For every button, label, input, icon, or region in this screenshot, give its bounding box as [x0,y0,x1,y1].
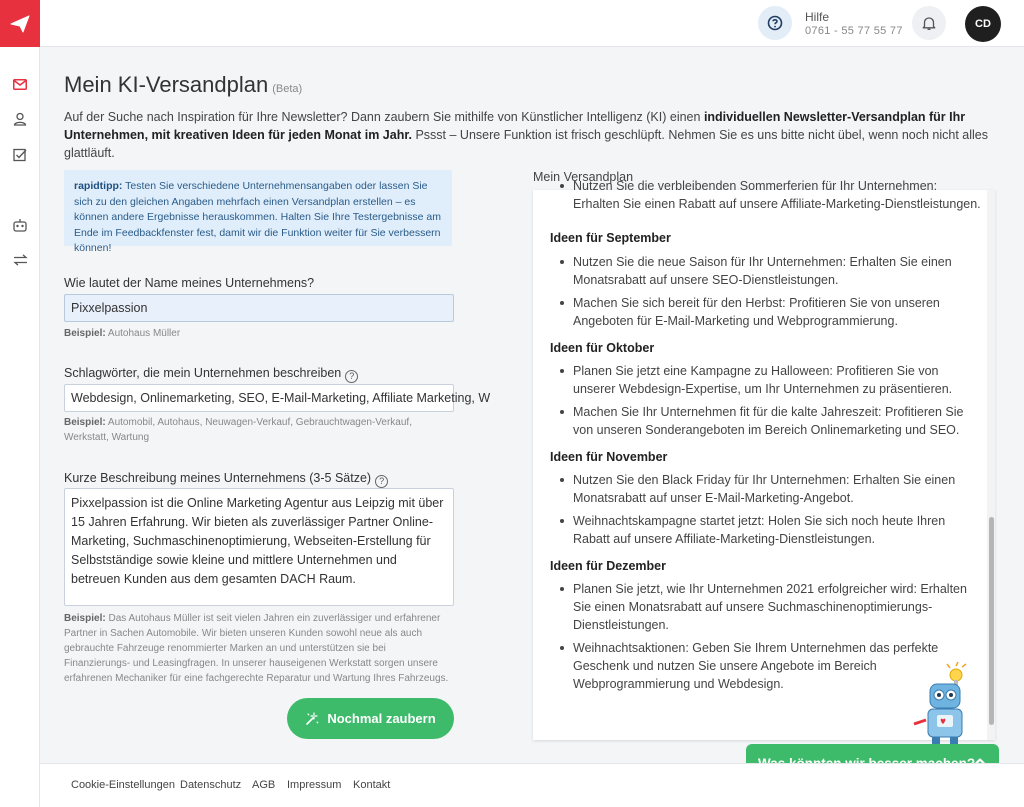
regenerate-button[interactable] [287,698,454,739]
plan-idea: Nutzen Sie den Black Friday für Ihr Unternehmen: Erhalten Sie einen Monatsrabatt auf unser E-Mail-Marketing-Angebot. [573,471,983,507]
notifications-button[interactable] [912,6,946,40]
sidebar [0,0,40,807]
robot-mascot [910,662,972,748]
plan-label: Mein Versandplan [533,170,634,184]
help-button[interactable] [758,6,792,40]
beta-badge: (Beta) [272,83,303,95]
intro-text [64,108,1004,162]
mail-icon[interactable] [11,75,29,93]
intro-tail: Pssst – Unsere Funktion ist frisch geschlüpft. Nehmen Sie es uns bitte nicht übel, wenn noch nicht alles glattläuft. [64,128,988,160]
intro-bold: individuellen Newsletter-Versandplan für Ihr Unternehmen, mit kreativen Ideen für jeden Monat im Jahr. [64,110,966,142]
description-hint-text: Das Autohaus Müller ist seit vielen Jahren ein zuverlässiger und erfahrener Partner in Sachen Automobile. Wir bieten unseren Kunden sowohl neue als auch gebrauchte Fahrzeuge renommierter Marken an und unterstützen sie bei Finanzierungs- und Leasingfragen. In unserer hauseigenen Werkstatt sorgen unsere erfahrenen Mechaniker für eine fachgerechte Reparatur und Wartung Ihres Fahrzeugs. [64,613,449,684]
regenerate-button-label: Nochmal zaubern [327,711,436,726]
month-heading: Ideen für November [550,450,668,464]
company-name-hint-text: Autohaus Müller [105,328,181,339]
plan-idea: Planen Sie jetzt eine Kampagne zu Halloween: Profitieren Sie von unserer Webdesign-Expertise, um Ihr Unternehmen zu präsentieren. [573,362,983,398]
footer-link-cookies[interactable]: Cookie-Einstellungen [71,779,175,791]
footer [40,763,1024,807]
description-label [64,471,388,488]
plan-idea: Weihnachtskampagne startet jetzt: Holen Sie sich noch heute Ihren Rabatt auf unsere Affiliate-Marketing-Dienstleistungen. [573,512,983,548]
plan-panel[interactable] [533,179,995,740]
keywords-input[interactable]: Webdesign, Onlinemarketing, SEO, E-Mail-Marketing, Affiliate Marketing, W [64,384,454,412]
tip-box [64,170,452,254]
help-label: Hilfe [805,10,830,24]
topbar [40,0,1024,47]
keywords-hint-text: Automobil, Autohaus, Neuwagen-Verkauf, Gebrauchtwagen-Verkauf, Werkstatt, Wartung [64,417,412,443]
tip-prefix: rapidtipp: [74,180,123,192]
tip-text: Testen Sie verschiedene Unternehmensangaben oder lassen Sie sich zu den gleichen Angaben mehrfach einen Versandplan erstellen – es können andere Ergebnisse herauskommen. Halten Sie Ihre Testergebnisse am Ende im Feedbackfenster fest, damit wir die Funktion weiter für Sie verbessern können! [74,180,441,254]
help-phone[interactable]: 0761 - 55 77 55 77 [805,25,903,37]
keywords-label [64,366,358,383]
company-name-input[interactable]: Pixxelpassion [64,294,454,322]
company-name-label: Wie lautet der Name meines Unternehmens? [64,276,315,290]
plan-idea: Machen Sie sich bereit für den Herbst: Profitieren Sie von unseren Angeboten für E-Mail-Marketing und Webprogrammierung. [573,294,983,330]
description-textarea[interactable]: Pixxelpassion ist die Online Marketing Agentur aus Leipzig mit über 15 Jahren Erfahrung. Wir bieten als zuverlässiger Partner Online-Marketing, Suchmaschinenoptimierung, Webseiten-Erstellung für Selbstständige sowie kleine und mittlere Unternehmen und betreuen Kunden aus dem gesamten DACH Raum. [64,488,454,606]
user-icon[interactable] [11,110,29,128]
swap-icon[interactable] [11,251,29,269]
description-hint [64,611,454,686]
plan-idea: Weihnachtsaktionen: Geben Sie Ihrem Unternehmen das perfekte Geschenk und nutzen Sie unsere Angebote im Bereich Webprogrammierung und Webdesign. [573,639,983,693]
intro-plain: Auf der Suche nach Inspiration für Ihre Newsletter? Dann zaubern Sie mithilfe von Künstlicher Intelligenz (KI) einen [64,110,704,124]
plan-idea: Machen Sie Ihr Unternehmen fit für die kalte Jahreszeit: Profitieren Sie von unseren Sonderangeboten im Bereich Onlinemarketing und SEO. [573,403,983,439]
avatar[interactable]: CD [965,6,1001,42]
page-title [64,72,302,98]
magic-wand-icon [305,712,319,726]
robot-icon[interactable] [11,216,29,234]
plan-scrollbar[interactable] [987,190,995,740]
plan-idea: Nutzen Sie die verbleibenden Sommerferien für Ihr Unternehmen: Erhalten Sie einen Rabatt auf unsere Affiliate-Marketing-Dienstleistungen. [573,177,983,213]
plan-idea: Planen Sie jetzt, wie Ihr Unternehmen 2021 erfolgreicher wird: Erhalten Sie einen Monatsrabatt auf unsere Suchmaschinenoptimierungs-Dienstleistungen. [573,580,983,634]
month-heading: Ideen für Oktober [550,341,655,355]
paper-plane-icon [10,15,30,33]
logo[interactable] [0,0,40,47]
plan-scrollbar-thumb[interactable] [989,517,994,725]
footer-link-contact[interactable]: Kontakt [353,779,391,791]
keywords-help-icon[interactable]: ? [345,370,358,383]
keywords-hint-prefix: Beispiel: [64,417,106,428]
keywords-hint [64,415,454,445]
footer-link-imprint[interactable]: Impressum [287,779,342,791]
bell-icon [921,15,937,31]
footer-link-terms[interactable]: AGB [252,779,276,791]
month-heading: Ideen für Dezember [550,559,667,573]
checkbox-icon[interactable] [11,146,29,164]
footer-link-privacy[interactable]: Datenschutz [180,779,242,791]
company-name-hint [64,326,454,341]
month-heading: Ideen für September [550,231,671,245]
description-help-icon[interactable]: ? [375,475,388,488]
description-hint-prefix: Beispiel: [64,613,106,624]
keywords-label-text: Schlagwörter, die mein Unternehmen beschreiben [64,366,342,380]
description-label-text: Kurze Beschreibung meines Unternehmens (3-5 Sätze) [64,471,372,485]
page-title-text: Mein KI-Versandplan [64,72,269,97]
question-icon [767,15,783,31]
company-name-hint-prefix: Beispiel: [64,328,106,339]
plan-idea: Nutzen Sie die neue Saison für Ihr Unternehmen: Erhalten Sie einen Monatsrabatt auf unsere SEO-Dienstleistungen. [573,253,983,289]
